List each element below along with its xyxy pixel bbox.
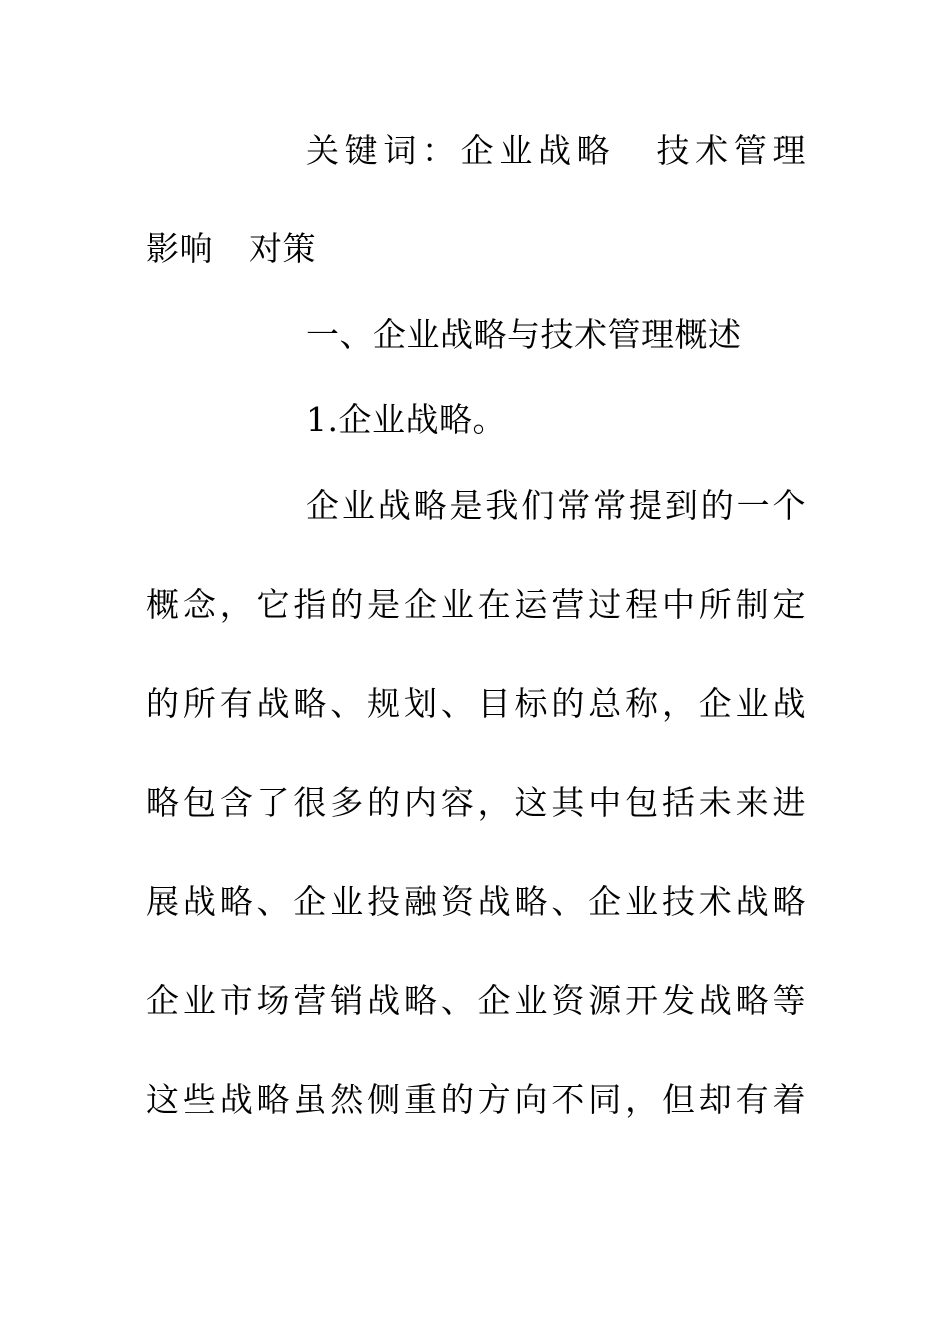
keywords-label: 关键词： <box>306 131 461 170</box>
subsection-heading: 1.企业战略。 <box>306 400 506 439</box>
section-heading: 一、企业战略与技术管理概述 <box>306 315 742 354</box>
paragraph-line: 略包含了很多的内容，这其中包括未来进 <box>146 783 806 822</box>
keywords-continuation-line <box>146 229 806 269</box>
paragraph-line: 展战略、企业投融资战略、企业技术战略 <box>146 882 806 921</box>
keyword-item: 影响 <box>146 229 213 268</box>
keywords-line <box>306 131 806 171</box>
paragraph-line: 企业战略是我们常常提到的一个 <box>306 486 806 525</box>
keyword-item: 技术管理 <box>651 131 807 170</box>
paragraph-line: 这些战略虽然侧重的方向不同，但却有着 <box>146 1080 806 1119</box>
paragraph-line: 的所有战略、规划、目标的总称，企业战 <box>146 684 806 723</box>
keyword-item: 对策 <box>249 229 316 268</box>
keyword-item: 企业战略 <box>460 131 616 170</box>
paragraph-line: 概念，它指的是企业在运营过程中所制定 <box>146 585 806 624</box>
paragraph-line: 企业市场营销战略、企业资源开发战略等 <box>146 981 806 1020</box>
